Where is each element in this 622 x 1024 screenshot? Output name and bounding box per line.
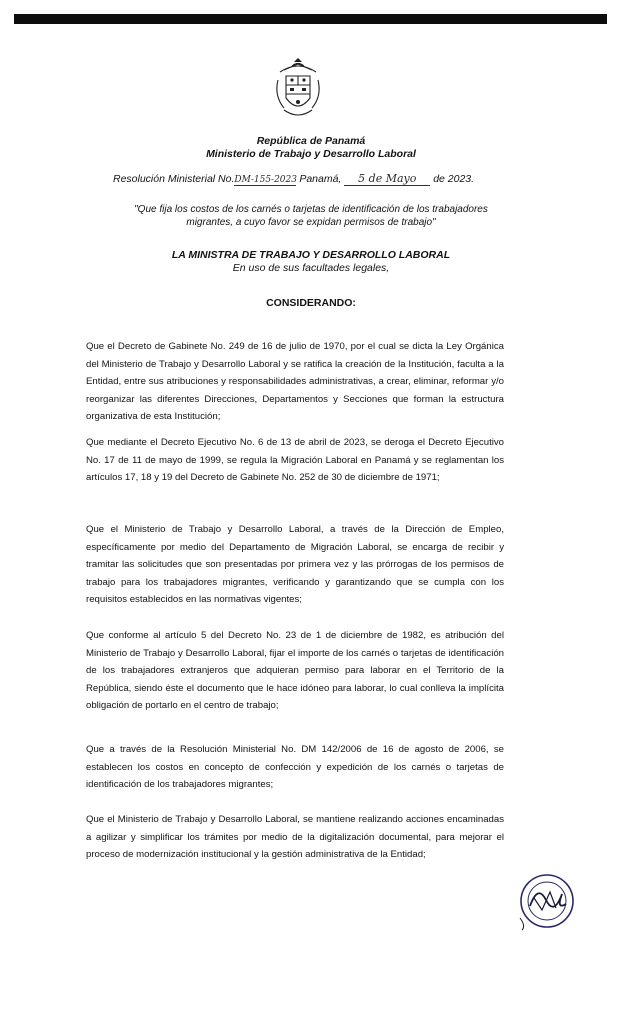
scan-top-border bbox=[14, 14, 607, 24]
resolution-subject bbox=[0, 204, 622, 229]
coat-of-arms-seal-icon bbox=[270, 58, 326, 124]
official-stamp-signature-icon bbox=[516, 870, 578, 932]
resolution-year: de 2023. bbox=[433, 173, 475, 185]
country-name: República de Panamá bbox=[256, 135, 366, 147]
minister-title: LA MINISTRA DE TRABAJO Y DESARROLLO LABORAL bbox=[171, 249, 451, 261]
minister-block bbox=[0, 249, 622, 274]
subject-line-1: "Que fija los costos de los carnés o tarjetas de identificación de los trabajadores bbox=[134, 204, 488, 215]
paragraph-6: Que el Ministerio de Trabajo y Desarrollo Laboral, se mantiene realizando acciones encaminadas a agilizar y simplificar los trámites por medio de la digitalización documental, para mejorar el proceso de modernización institucional y la gestión administrativa de la Entidad; bbox=[86, 814, 504, 861]
section-title: CONSIDERANDO: bbox=[266, 297, 356, 309]
minister-subtitle: En uso de sus facultades legales, bbox=[232, 261, 390, 274]
paragraph-5: Que a través de la Resolución Ministerial No. DM 142/2006 de 16 de agosto de 2006, se establecen los costos en concepto de confección y expedición de los carnés o tarjetas de identificación de los trabajadores migrantes; bbox=[86, 744, 504, 791]
paragraph-2: Que mediante el Decreto Ejecutivo No. 6 de 13 de abril de 2023, se deroga el Decreto Ejecutivo No. 17 de 11 de mayo de 1999, se regula la Migración Laboral en Panamá y se reglamentan los artículos 17, 18 y 19 del Decreto de Gabinete No. 252 de 30 de diciembre de 1971; bbox=[86, 437, 504, 484]
paragraph-4: Que conforme al artículo 5 del Decreto No. 23 de 1 de diciembre de 1982, es atribución del Ministerio de Trabajo y Desarrollo Laboral, fijar el importe de los carnés o tarjetas de identificación de los trabajadores extranjeros que adquieran permiso para laborar en el Territorio de la República, siendo éste el documento que le hace idóneo para laborar, lo cual conlleva la implícita obligación de portarlo en el centro de trabajo; bbox=[86, 630, 504, 712]
subject-line-2: migrantes, a cuyo favor se expidan permisos de trabajo" bbox=[186, 216, 436, 228]
document-header bbox=[0, 135, 622, 161]
ministry-name: Ministerio de Trabajo y Desarrollo Laboral bbox=[206, 148, 416, 160]
paragraph-3: Que el Ministerio de Trabajo y Desarrollo Laboral, a través de la Dirección de Empleo, específicamente por medio del Departamento de Migración Laboral, se encarga de recibir y tramitar las solicitudes que son presentadas por primera vez y las prórrogas de los permisos de trabajo para los trabajadores migrantes, verificando y garantizando que se cumpla con los requisitos establecidos en las normativas vigentes; bbox=[86, 524, 504, 606]
resolution-number-handwritten: DM-155-2023 bbox=[234, 175, 297, 185]
resolution-date-handwritten: 5 de Mayo bbox=[344, 172, 430, 186]
resolution-line bbox=[113, 172, 513, 186]
resolution-city: Panamá, bbox=[299, 173, 342, 185]
resolution-prefix: Resolución Ministerial No. bbox=[113, 173, 235, 185]
paragraph-1: Que el Decreto de Gabinete No. 249 de 16 de julio de 1970, por el cual se dicta la Ley Orgánica del Ministerio de Trabajo y Desarrollo Laboral y se ratifica la creación de la Institución, faculta a la Entidad, entre sus atribuciones y responsabilidades administrativas, a crear, eliminar, reformar y/o reorganizar las diferentes Direcciones, Departamentos y Secciones que forman la estructura organizativa de esta Institución; bbox=[86, 341, 504, 423]
